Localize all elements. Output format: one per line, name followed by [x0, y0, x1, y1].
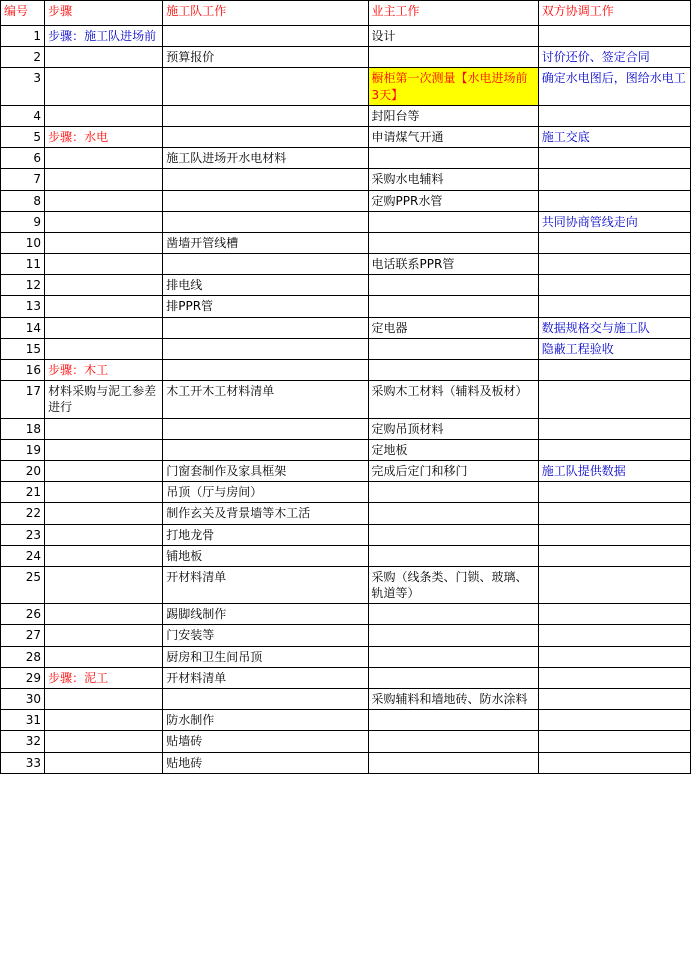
cell-team — [163, 254, 368, 275]
table-row — [1, 667, 691, 688]
table-header-row — [1, 1, 691, 26]
cell-owner — [368, 275, 538, 296]
cell-team: 预算报价 — [163, 47, 368, 68]
cell-owner — [368, 752, 538, 773]
cell-owner — [368, 482, 538, 503]
cell-step — [45, 68, 163, 105]
cell-step — [45, 752, 163, 773]
cell-team — [163, 169, 368, 190]
cell-owner — [368, 731, 538, 752]
cell-no: 9 — [1, 211, 45, 232]
cell-no: 30 — [1, 689, 45, 710]
cell-team: 铺地板 — [163, 545, 368, 566]
cell-team — [163, 190, 368, 211]
cell-coord — [538, 148, 690, 169]
table-row — [1, 68, 691, 105]
cell-coord: 施工队提供数据 — [538, 460, 690, 481]
cell-team — [163, 26, 368, 47]
cell-owner — [368, 360, 538, 381]
cell-team — [163, 317, 368, 338]
cell-coord: 施工交底 — [538, 126, 690, 147]
cell-no: 16 — [1, 360, 45, 381]
cell-no: 12 — [1, 275, 45, 296]
table-row — [1, 190, 691, 211]
cell-team — [163, 689, 368, 710]
cell-team — [163, 68, 368, 105]
cell-step — [45, 604, 163, 625]
cell-coord — [538, 254, 690, 275]
cell-no: 10 — [1, 232, 45, 253]
cell-coord: 讨价还价、签定合同 — [538, 47, 690, 68]
header-team: 施工队工作 — [163, 1, 368, 26]
table-row — [1, 254, 691, 275]
cell-step — [45, 254, 163, 275]
cell-team: 开材料清单 — [163, 566, 368, 603]
cell-owner — [368, 524, 538, 545]
cell-step: 材料采购与泥工参差进行 — [45, 381, 163, 418]
cell-owner: 采购水电辅料 — [368, 169, 538, 190]
cell-team: 排电线 — [163, 275, 368, 296]
table-row — [1, 338, 691, 359]
cell-no: 7 — [1, 169, 45, 190]
cell-coord — [538, 524, 690, 545]
cell-coord — [538, 381, 690, 418]
cell-step: 步骤：水电 — [45, 126, 163, 147]
cell-team: 制作玄关及背景墙等木工活 — [163, 503, 368, 524]
cell-step — [45, 211, 163, 232]
cell-step — [45, 710, 163, 731]
cell-coord — [538, 667, 690, 688]
cell-owner — [368, 148, 538, 169]
cell-coord — [538, 275, 690, 296]
cell-coord — [538, 26, 690, 47]
cell-team: 施工队进场开水电材料 — [163, 148, 368, 169]
cell-owner: 定购PPR水管 — [368, 190, 538, 211]
cell-coord: 确定水电图后，图给水电工 — [538, 68, 690, 105]
cell-step — [45, 545, 163, 566]
cell-team: 贴地砖 — [163, 752, 368, 773]
cell-no: 32 — [1, 731, 45, 752]
cell-no: 6 — [1, 148, 45, 169]
table-row — [1, 360, 691, 381]
table-row — [1, 752, 691, 773]
cell-team: 踢脚线制作 — [163, 604, 368, 625]
cell-step — [45, 275, 163, 296]
cell-no: 27 — [1, 625, 45, 646]
cell-team: 防水制作 — [163, 710, 368, 731]
cell-coord: 数据规格交与施工队 — [538, 317, 690, 338]
cell-step — [45, 524, 163, 545]
cell-no: 8 — [1, 190, 45, 211]
cell-no: 19 — [1, 439, 45, 460]
cell-coord — [538, 360, 690, 381]
cell-step — [45, 105, 163, 126]
header-step: 步骤 — [45, 1, 163, 26]
cell-team: 厨房和卫生间吊顶 — [163, 646, 368, 667]
cell-team: 吊顶（厅与房间） — [163, 482, 368, 503]
cell-step — [45, 418, 163, 439]
cell-team: 门窗套制作及家具框架 — [163, 460, 368, 481]
cell-step — [45, 482, 163, 503]
cell-coord — [538, 503, 690, 524]
table-row — [1, 296, 691, 317]
cell-coord — [538, 689, 690, 710]
cell-coord — [538, 169, 690, 190]
cell-owner: 完成后定门和移门 — [368, 460, 538, 481]
table-body — [1, 26, 691, 774]
cell-no: 14 — [1, 317, 45, 338]
cell-no: 20 — [1, 460, 45, 481]
cell-owner — [368, 667, 538, 688]
cell-step: 步骤：泥工 — [45, 667, 163, 688]
cell-no: 28 — [1, 646, 45, 667]
table-row — [1, 148, 691, 169]
cell-team — [163, 439, 368, 460]
cell-step — [45, 460, 163, 481]
cell-step — [45, 625, 163, 646]
table-row — [1, 482, 691, 503]
cell-no: 23 — [1, 524, 45, 545]
table-row — [1, 211, 691, 232]
table-row — [1, 689, 691, 710]
cell-team — [163, 126, 368, 147]
table-row — [1, 439, 691, 460]
cell-step — [45, 317, 163, 338]
cell-team — [163, 211, 368, 232]
cell-coord — [538, 566, 690, 603]
cell-no: 2 — [1, 47, 45, 68]
cell-coord: 隐蔽工程验收 — [538, 338, 690, 359]
cell-coord — [538, 296, 690, 317]
cell-coord — [538, 646, 690, 667]
cell-owner: 定地板 — [368, 439, 538, 460]
cell-coord — [538, 232, 690, 253]
table-row — [1, 566, 691, 603]
table-row — [1, 503, 691, 524]
cell-no: 13 — [1, 296, 45, 317]
table-row — [1, 625, 691, 646]
table-row — [1, 26, 691, 47]
cell-no: 31 — [1, 710, 45, 731]
cell-owner — [368, 503, 538, 524]
cell-coord — [538, 418, 690, 439]
cell-no: 5 — [1, 126, 45, 147]
cell-step — [45, 689, 163, 710]
cell-owner: 采购（线条类、门锁、玻璃、轨道等） — [368, 566, 538, 603]
table-row — [1, 646, 691, 667]
cell-step — [45, 169, 163, 190]
cell-no: 24 — [1, 545, 45, 566]
cell-step: 步骤：木工 — [45, 360, 163, 381]
table-row — [1, 47, 691, 68]
table-row — [1, 232, 691, 253]
cell-coord — [538, 731, 690, 752]
table-row — [1, 604, 691, 625]
cell-team: 排PPR管 — [163, 296, 368, 317]
cell-owner — [368, 545, 538, 566]
cell-team: 门安装等 — [163, 625, 368, 646]
cell-owner: 设计 — [368, 26, 538, 47]
cell-step — [45, 338, 163, 359]
cell-coord: 共同协商管线走向 — [538, 211, 690, 232]
cell-coord — [538, 625, 690, 646]
cell-no: 26 — [1, 604, 45, 625]
cell-team — [163, 338, 368, 359]
cell-team — [163, 418, 368, 439]
cell-owner: 封阳台等 — [368, 105, 538, 126]
table-row — [1, 460, 691, 481]
cell-owner: 采购辅料和墙地砖、防水涂料 — [368, 689, 538, 710]
cell-coord — [538, 545, 690, 566]
table-row — [1, 524, 691, 545]
table-row — [1, 275, 691, 296]
cell-team: 打地龙骨 — [163, 524, 368, 545]
cell-no: 17 — [1, 381, 45, 418]
cell-team — [163, 105, 368, 126]
cell-owner — [368, 604, 538, 625]
cell-coord — [538, 190, 690, 211]
cell-no: 11 — [1, 254, 45, 275]
cell-step — [45, 190, 163, 211]
cell-step — [45, 296, 163, 317]
cell-owner: 定购吊顶材料 — [368, 418, 538, 439]
cell-owner — [368, 338, 538, 359]
cell-no: 3 — [1, 68, 45, 105]
cell-step — [45, 148, 163, 169]
cell-step — [45, 47, 163, 68]
header-coord: 双方协调工作 — [538, 1, 690, 26]
header-owner: 业主工作 — [368, 1, 538, 26]
table-row — [1, 105, 691, 126]
cell-no: 29 — [1, 667, 45, 688]
cell-coord — [538, 710, 690, 731]
cell-step — [45, 646, 163, 667]
cell-team: 凿墙开管线槽 — [163, 232, 368, 253]
cell-owner — [368, 625, 538, 646]
cell-owner — [368, 296, 538, 317]
cell-no: 33 — [1, 752, 45, 773]
cell-team — [163, 360, 368, 381]
cell-step — [45, 566, 163, 603]
cell-owner — [368, 232, 538, 253]
cell-owner — [368, 211, 538, 232]
cell-owner: 申请煤气开通 — [368, 126, 538, 147]
cell-owner: 电话联系PPR管 — [368, 254, 538, 275]
cell-coord — [538, 105, 690, 126]
cell-owner: 橱柜第一次测量【水电进场前3天】 — [368, 68, 538, 105]
cell-no: 25 — [1, 566, 45, 603]
header-no: 编号 — [1, 1, 45, 26]
cell-step — [45, 503, 163, 524]
table-row — [1, 381, 691, 418]
cell-no: 18 — [1, 418, 45, 439]
table-row — [1, 710, 691, 731]
cell-team: 开材料清单 — [163, 667, 368, 688]
table-row — [1, 169, 691, 190]
cell-coord — [538, 439, 690, 460]
cell-team: 贴墙砖 — [163, 731, 368, 752]
table-row — [1, 731, 691, 752]
cell-step — [45, 731, 163, 752]
cell-owner: 定电器 — [368, 317, 538, 338]
cell-no: 22 — [1, 503, 45, 524]
cell-coord — [538, 482, 690, 503]
cell-owner — [368, 47, 538, 68]
cell-owner — [368, 646, 538, 667]
table-row — [1, 418, 691, 439]
cell-owner — [368, 710, 538, 731]
table-row — [1, 126, 691, 147]
cell-step: 步骤：施工队进场前 — [45, 26, 163, 47]
cell-coord — [538, 752, 690, 773]
cell-owner: 采购木工材料（辅料及板材） — [368, 381, 538, 418]
cell-no: 4 — [1, 105, 45, 126]
cell-step — [45, 232, 163, 253]
cell-no: 15 — [1, 338, 45, 359]
cell-coord — [538, 604, 690, 625]
cell-no: 1 — [1, 26, 45, 47]
cell-step — [45, 439, 163, 460]
cell-team: 木工开木工材料清单 — [163, 381, 368, 418]
table-row — [1, 545, 691, 566]
cell-no: 21 — [1, 482, 45, 503]
table-row — [1, 317, 691, 338]
